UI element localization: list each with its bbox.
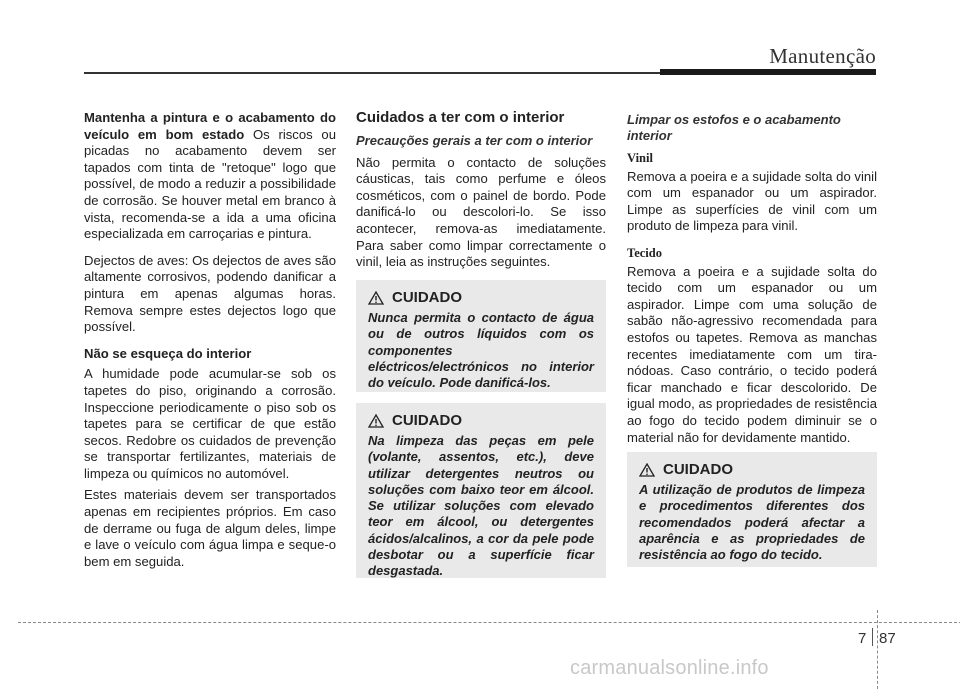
caution-title: CUIDADO xyxy=(663,461,733,478)
heading-interior-care: Cuidados a ter com o interior xyxy=(356,109,565,126)
paragraph-humidity: A humidade pode acumular-se sob os tapetes do piso, originando a corrosão. Inspeccione periodicamente o piso sob os tapetes para se certificar de que estão secos. Redobre os cuidados de prevenção se transportar fertilizantes, materiais de limpeza ou químicos no automóvel. xyxy=(84,366,336,481)
column-right xyxy=(627,112,877,446)
subheading-general-precautions: Precauções gerais a ter com o interior xyxy=(356,132,593,148)
footer-divider-vertical xyxy=(877,610,878,689)
page-number-separator xyxy=(872,628,873,646)
caution-text: Nunca permita o contacto de água ou de outros líquidos com os componentes eléctricos/electrónicos no interior do veículo. Pode danificá-los. xyxy=(368,310,594,391)
heading-interior: Não se esqueça do interior xyxy=(84,345,252,361)
heading-tecido: Tecido xyxy=(627,245,662,260)
section-title: Manutenção xyxy=(769,44,876,68)
warning-triangle-icon xyxy=(639,463,655,477)
caution-title: CUIDADO xyxy=(392,412,462,429)
caution-box-cleaning-products xyxy=(627,452,877,567)
subheading-upholstery: Limpar os estofos e o acabamento interior xyxy=(627,112,841,143)
paragraph-paint xyxy=(84,110,336,243)
footer-divider xyxy=(18,622,960,623)
caution-title: CUIDADO xyxy=(392,289,462,306)
paragraph-bird-droppings: Dejectos de aves: Os dejectos de aves são altamente corrosivos, podendo danificar a pintura em apenas algumas horas. Remova sempre estes dejectos logo que possível. xyxy=(84,252,336,335)
watermark: carmanualsonline.info xyxy=(570,657,769,679)
heading-vinil: Vinil xyxy=(627,151,653,165)
paragraph-caustic: Não permita o contacto de soluções cáusticas, tais como perfume e óleos cosméticos, com o painel de bordo. Pode danificá-lo ou descolori-lo. Se isso acontecer, remova-as imediatamente. Para saber como limpar correctamente o vinil, leia as instruções seguintes. xyxy=(356,154,606,270)
column-middle xyxy=(356,110,606,271)
warning-triangle-icon xyxy=(368,414,384,428)
paragraph-lead-bold: Mantenha a pintura e o acabamento do veículo em bom estado xyxy=(84,110,336,142)
caution-text: A utilização de produtos de limpeza e procedimentos diferentes dos recomendados poderá afectar a aparência e as propriedades de resistência ao fogo do tecido. xyxy=(639,482,865,563)
chapter-number: 7 xyxy=(858,630,867,647)
header-rule-thin xyxy=(84,72,664,74)
warning-triangle-icon xyxy=(368,291,384,305)
column-left xyxy=(84,110,336,570)
paragraph-materials: Estes materiais devem ser transportados apenas em recipientes próprios. Em caso de derrame ou fuga de algum deles, limpe e lave o veículo com água limpa e seque-o bem em seguida. xyxy=(84,487,336,569)
paragraph-tecido: Remova a poeira e a sujidade solta do tecido com um espanador ou um aspirador. Limpe com uma solução de sabão não-agressivo recomendada para estofos ou tapetes. Remova as manchas recentes imediatamente com um tira-nódoas. Caso contrário, o tecido poderá ficar manchado e ficar descolorido. De igual modo, as propriedades de resistência ao fogo do tecido podem diminuir se o material não for devidamente mantido. xyxy=(627,263,877,445)
header-rule-thick xyxy=(660,69,876,75)
paragraph-text: Os riscos ou picadas no acabamento devem ser tapados com tinta de "retoque" logo que possível, de modo a reduzir a possibilidade de corrosão. Se houver metal em branco à vista, recomenda-se a ida a uma oficina especializada em carroçarias e pintura. xyxy=(84,126,336,242)
caution-box-electrical xyxy=(356,280,606,392)
caution-text: Na limpeza das peças em pele (volante, assentos, etc.), deve utilizar detergentes neutros ou soluções com baixo teor em álcool. Se utilizar soluções com elevado teor em álcool, ou detergentes ácidos/alcalinos, a cor da pele pode desbotar ou a superfície ficar desgastada. xyxy=(368,433,594,579)
page-number: 87 xyxy=(879,630,896,647)
caution-box-leather xyxy=(356,403,606,578)
paragraph-vinil: Remova a poeira e a sujidade solta do vinil com um espanador ou um aspirador. Limpe as superfícies de vinil com um produto de limpeza para vinil. xyxy=(627,168,877,234)
